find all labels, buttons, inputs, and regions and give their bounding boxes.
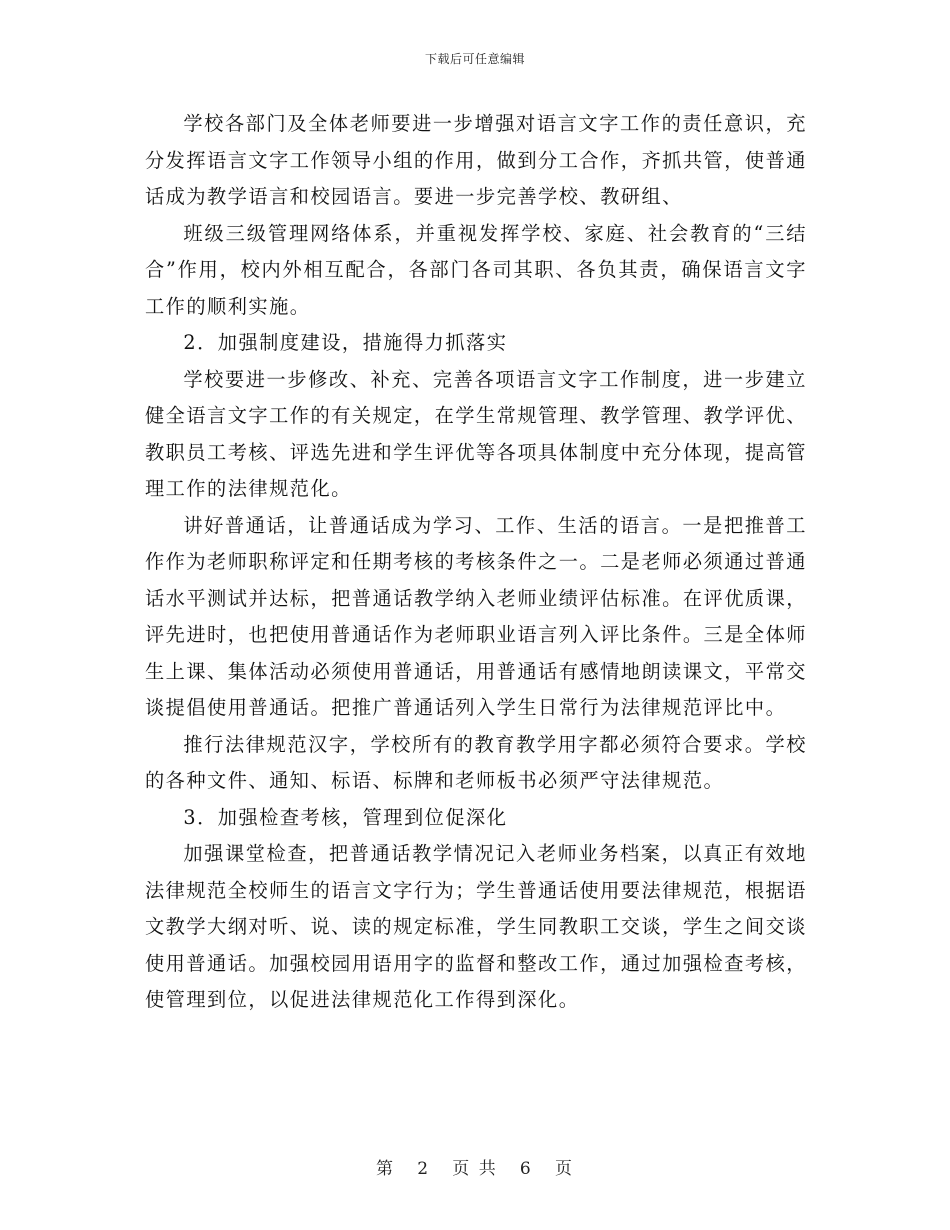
section-heading-2: 2．加强制度建设，措施得力抓落实 bbox=[183, 331, 508, 354]
footer-total-pages: 6 bbox=[519, 1159, 533, 1179]
section-heading-3: 3．加强检查考核，管理到位促深化 bbox=[183, 805, 508, 829]
paragraph-4: 讲好普通话，让普通话成为学习、工作、生活的语言。一是把推普工作作为老师职称评定和任期考核的考核条件之一。二是老师必须通过普通话水平测试并达标，把普通话教学纳入老师业绩评估标准。在评优质课，评先进时，也把使用普通话作为老师职业语言列入评比条件。三是全体师生上课、集体活动必须使用普通话，用普通话有感情地朗读课文，平常交谈提倡使用普通话。把推广普通话列入学生日常行为法律规范评比中。 bbox=[145, 513, 807, 719]
footer-prefix: 第 bbox=[376, 1159, 396, 1179]
page-footer bbox=[0, 1154, 950, 1179]
paragraph-3: 学校要进一步修改、补充、完善各项语言文字工作制度，进一步建立健全语言文字工作的有关规定，在学生常规管理、教学管理、教学评优、教职员工考核、评选先进和学生评优等各项具体制度中充分体现，提高管理工作的法律规范化。 bbox=[145, 367, 807, 500]
paragraph-5: 推行法律规范汉字，学校所有的教育教学用字都必须符合要求。学校的各种文件、通知、标语、标牌和老师板书必须严守法律规范。 bbox=[145, 732, 807, 792]
document-body bbox=[145, 106, 807, 1019]
paragraph-6: 加强课堂检查，把普通话教学情况记入老师业务档案，以真正有效地法律规范全校师生的语言文字行为；学生普通话使用要法律规范，根据语文教学大纲对听、说、读的规定标准，学生同教职工交谈，学生之间交谈使用普通话。加强校园用语用字的监督和整改工作，通过加强检查考核，使管理到位，以促进法律规范化工作得到深化。 bbox=[145, 842, 807, 1011]
paragraph-1: 学校各部门及全体老师要进一步增强对语言文字工作的责任意识，充分发挥语言文字工作领导小组的作用，做到分工合作，齐抓共管，使普通话成为教学语言和校园语言。要进一步完善学校、教研组、 bbox=[145, 112, 807, 208]
footer-middle: 页 共 bbox=[452, 1159, 498, 1179]
footer-page-number: 2 bbox=[417, 1159, 431, 1179]
page-header-note: 下载后可任意编辑 bbox=[424, 52, 525, 66]
paragraph-2: 班级三级管理网络体系，并重视发挥学校、家庭、社会教育的“三结合”作用，校内外相互配合，各部门各司其职、各负其责，确保语言文字工作的顺利实施。 bbox=[145, 221, 807, 318]
footer-suffix: 页 bbox=[554, 1159, 574, 1179]
